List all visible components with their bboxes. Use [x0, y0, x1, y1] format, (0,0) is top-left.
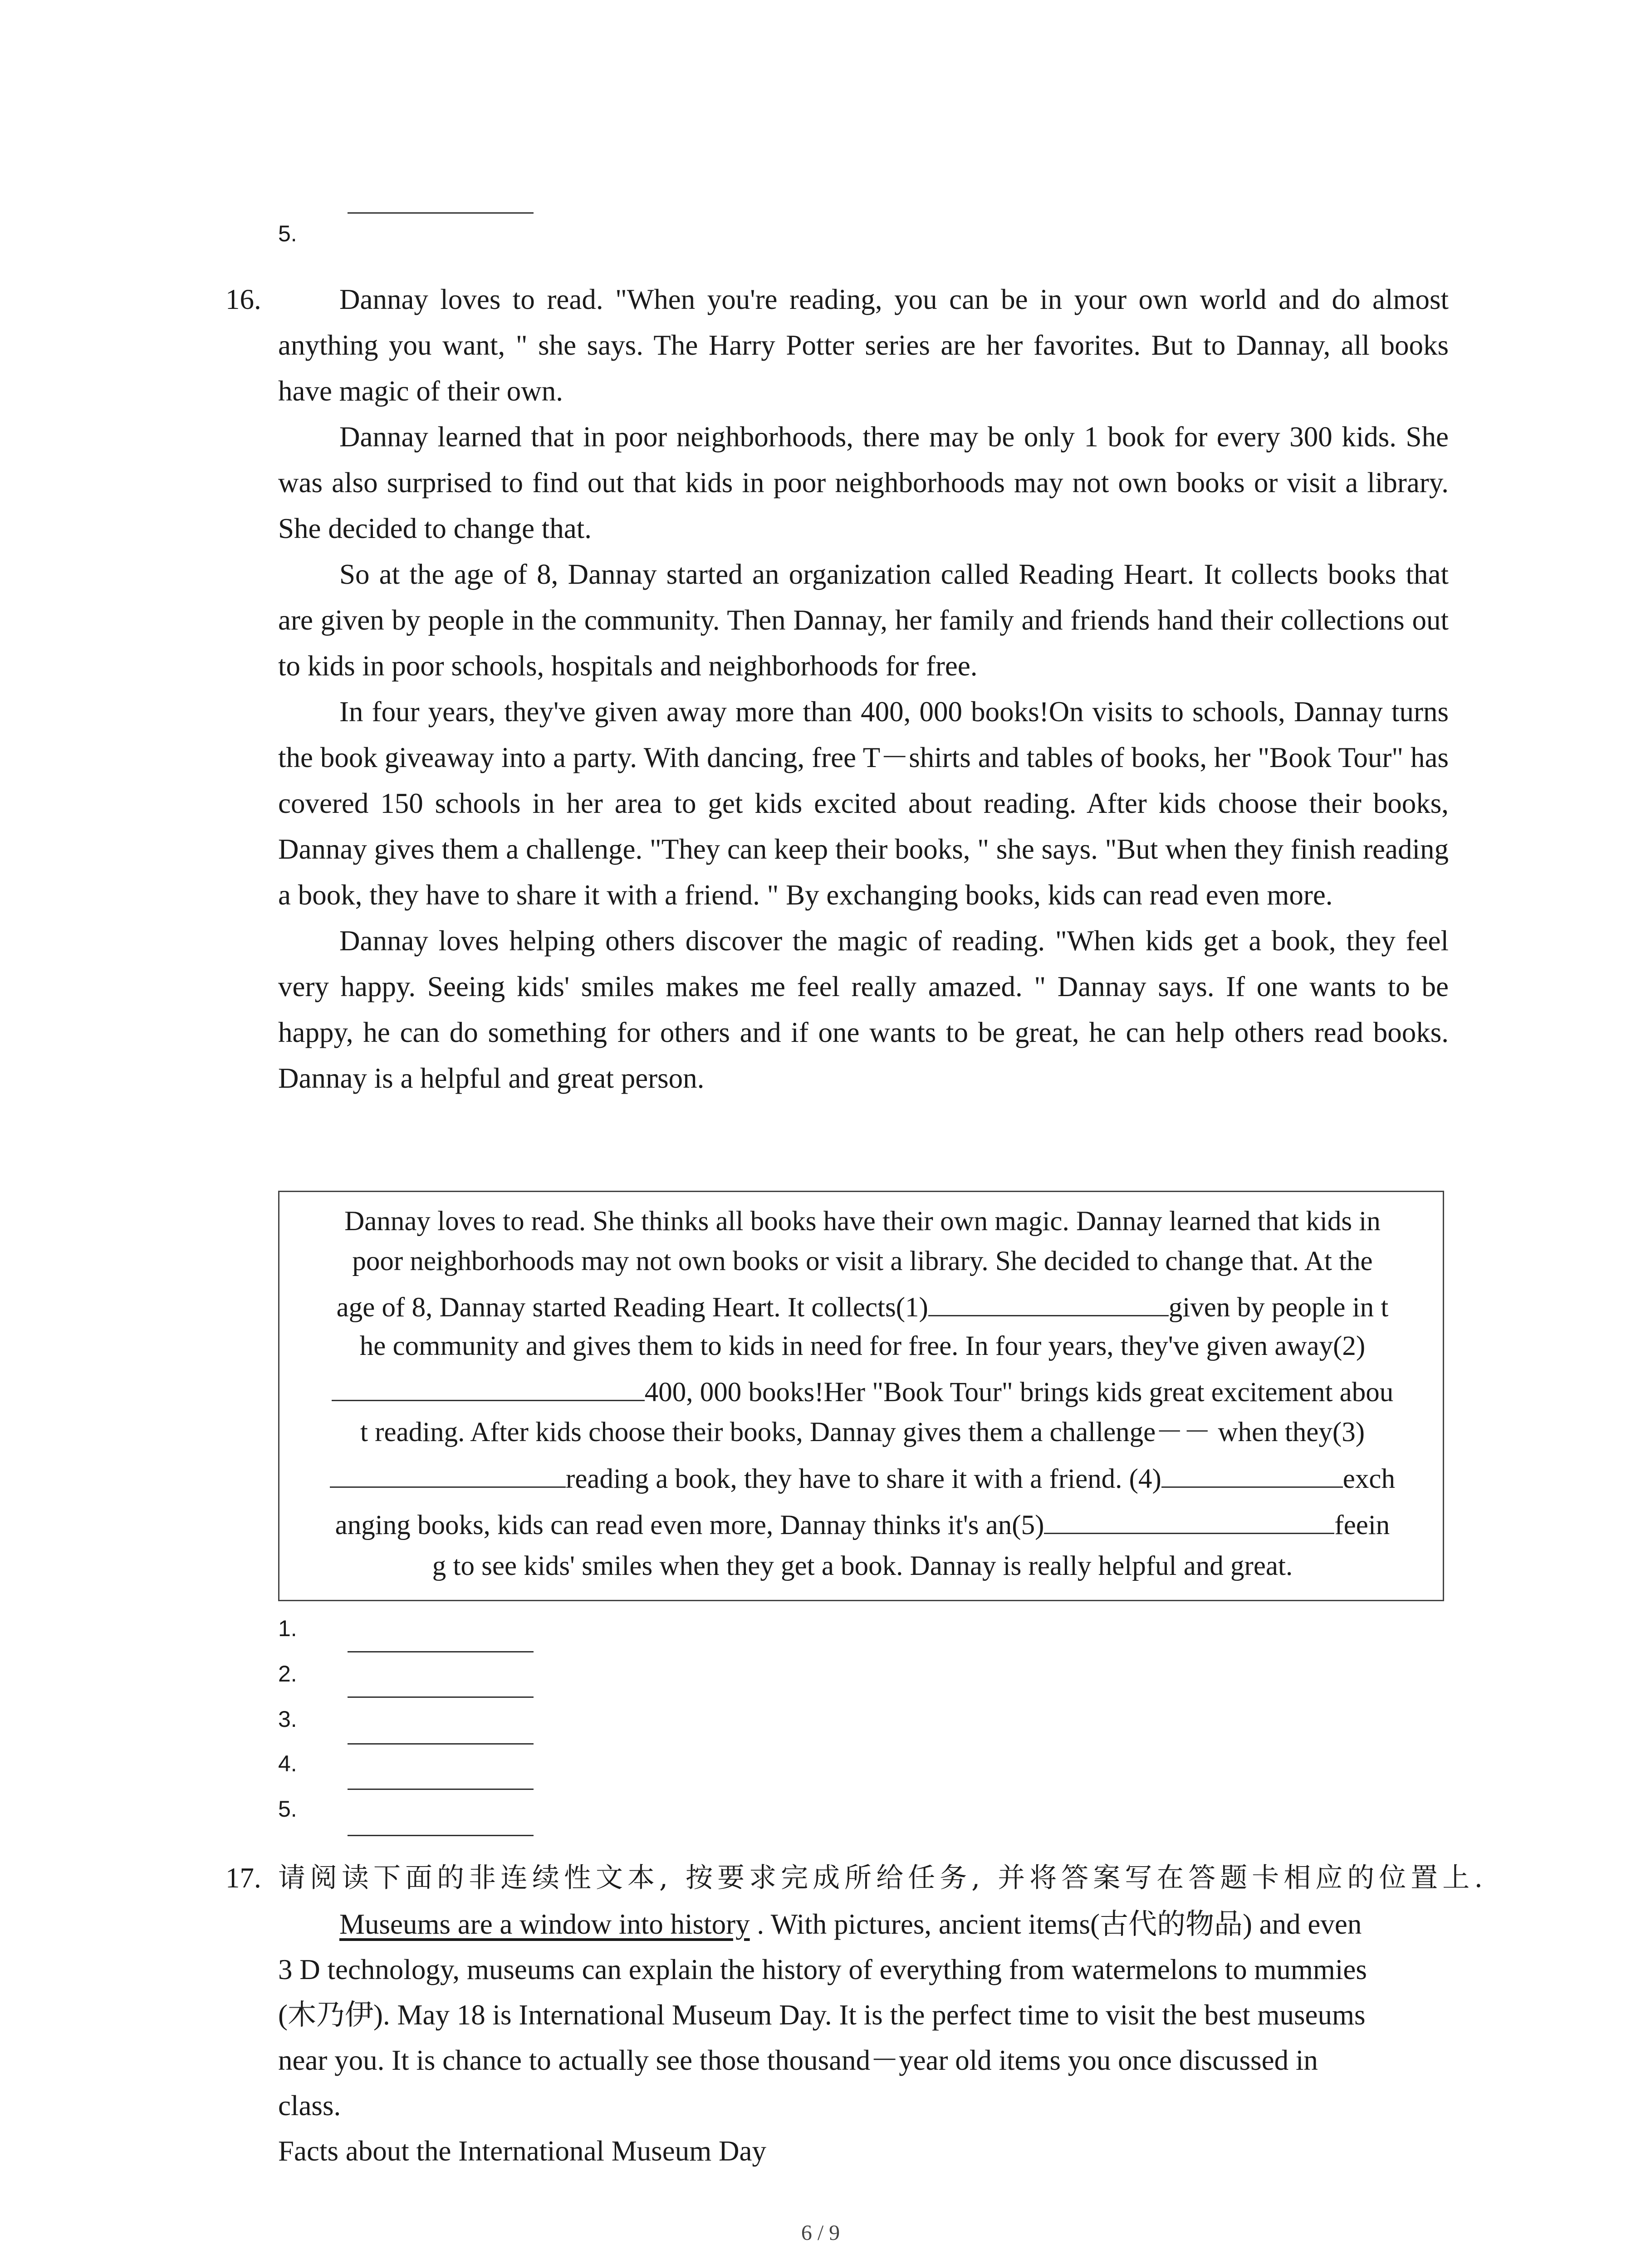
question-17-line-5: class. [278, 2090, 341, 2121]
summary-line-5-end: 400, 000 books!Her "Book Tour" brings kids great excitement abou [644, 1377, 1394, 1408]
question-16-number: 16. [225, 284, 261, 315]
question-17-line-1-rest: . With pictures, ancient items(古代的物品) and even [749, 1908, 1362, 1940]
answer-blank-2[interactable] [348, 1696, 534, 1698]
answer-blank-3[interactable] [348, 1743, 534, 1745]
summary-line-2: poor neighborhoods may not own books or visit a library. She decided to change that. At the [352, 1246, 1373, 1276]
passage-paragraph-2: Dannay learned that in poor neighborhoods, there may be only 1 book for every 300 kids. She was also surprised to find out that kids in poor neighborhoods may not own books or visit a library. She decided to change that. [278, 421, 1449, 544]
answer-number-5: 5. [278, 1796, 297, 1822]
blank-5[interactable] [1044, 1505, 1334, 1534]
answer-blank-5[interactable] [348, 1835, 534, 1836]
page-number: 6 / 9 [801, 2221, 840, 2245]
question-17-line-4: near you. It is chance to actually see those thousand－year old items you once discussed in [278, 2044, 1318, 2076]
summary-line-3 [279, 1287, 1445, 1328]
question-17-line-2: 3 D technology, museums can explain the history of everything from watermelons to mummies [278, 1954, 1367, 1985]
answer-number-1: 1. [278, 1616, 297, 1641]
summary-line-7-mid: reading a book, they have to share it with a friend. (4) [566, 1464, 1161, 1494]
underlined-phrase: Museums are a window into history [339, 1908, 750, 1940]
question-16-passage [278, 277, 1449, 1101]
summary-box [278, 1191, 1444, 1601]
passage-paragraph-3: So at the age of 8, Dannay started an organization called Reading Heart. It collects books that are given by people in the community. Then Dannay, her family and friends hand their collections out to kids in poor schools, hospitals and neighborhoods for free. [278, 558, 1449, 682]
summary-line-5 [279, 1372, 1445, 1413]
passage-paragraph-1: Dannay loves to read. "When you're reading, you can be in your own world and do almost anything you want, " she says. The Harry Potter series are her favorites. But to Dannay, all books have magic of their own. [278, 284, 1449, 407]
question-17-instruction: 请阅读下面的非连续性文本, 按要求完成所给任务, 并将答案写在答题卡相应的位置上. [278, 1862, 1488, 1894]
summary-line-3-start: age of 8, Dannay started Reading Heart. It collects(1) [336, 1292, 928, 1323]
summary-line-9: g to see kids' smiles when they get a book. Dannay is really helpful and great. [432, 1551, 1293, 1581]
blank-3[interactable] [330, 1459, 566, 1488]
question-17-line-1 [339, 1901, 1362, 1947]
summary-line-8-start: anging books, kids can read even more, Dannay thinks it's an(5) [335, 1510, 1044, 1540]
answer-number-2: 2. [278, 1661, 297, 1686]
answer-number-4: 4. [278, 1751, 297, 1776]
summary-line-7-end: exch [1342, 1464, 1395, 1494]
facts-title: Facts about the International Museum Day [278, 2135, 766, 2167]
answer-blank-1[interactable] [348, 1651, 534, 1652]
passage-paragraph-5: Dannay loves helping others discover the magic of reading. "When kids get a book, they feel very happy. Seeing kids' smiles makes me feel really amazed. " Dannay says. If one wants to be happy, he can do something for others and if one wants to be great, he can help others read books. Dannay is a helpful and great person. [278, 925, 1449, 1094]
answer-blank-top-5[interactable] [348, 212, 534, 214]
answer-number-3: 3. [278, 1706, 297, 1732]
summary-line-4: he community and gives them to kids in need for free. In four years, they've given away(2) [359, 1331, 1366, 1361]
summary-line-8-end: feein [1334, 1510, 1390, 1540]
question-17-number: 17. [225, 1862, 261, 1894]
summary-line-7 [279, 1459, 1445, 1500]
blank-1[interactable] [928, 1288, 1169, 1316]
summary-line-1: Dannay loves to read. She thinks all books have their own magic. Dannay learned that kids in [344, 1206, 1381, 1237]
summary-line-6: t reading. After kids choose their books, Dannay gives them a challenge－－ when they(3) [360, 1417, 1365, 1447]
question-17-line-3: (木乃伊). May 18 is International Museum Day. It is the perfect time to visit the best museums [278, 1999, 1366, 2031]
summary-line-8 [279, 1505, 1445, 1546]
passage-paragraph-4: In four years, they've given away more than 400, 000 books!On visits to schools, Dannay turns the book giveaway into a party. With dancing, free T－shirts and tables of books, her "Book Tour" has covered 150 schools in her area to get kids excited about reading. After kids choose their books, Dannay gives them a challenge. "They can keep their books, " she says. "But when they finish reading a book, they have to share it with a friend. " By exchanging books, kids can read even more. [278, 696, 1449, 911]
answer-blank-4[interactable] [348, 1789, 534, 1790]
summary-line-3-end: given by people in t [1168, 1292, 1389, 1323]
blank-2[interactable] [332, 1373, 645, 1401]
blank-4[interactable] [1161, 1459, 1343, 1488]
answer-number-top-5: 5. [278, 221, 297, 246]
